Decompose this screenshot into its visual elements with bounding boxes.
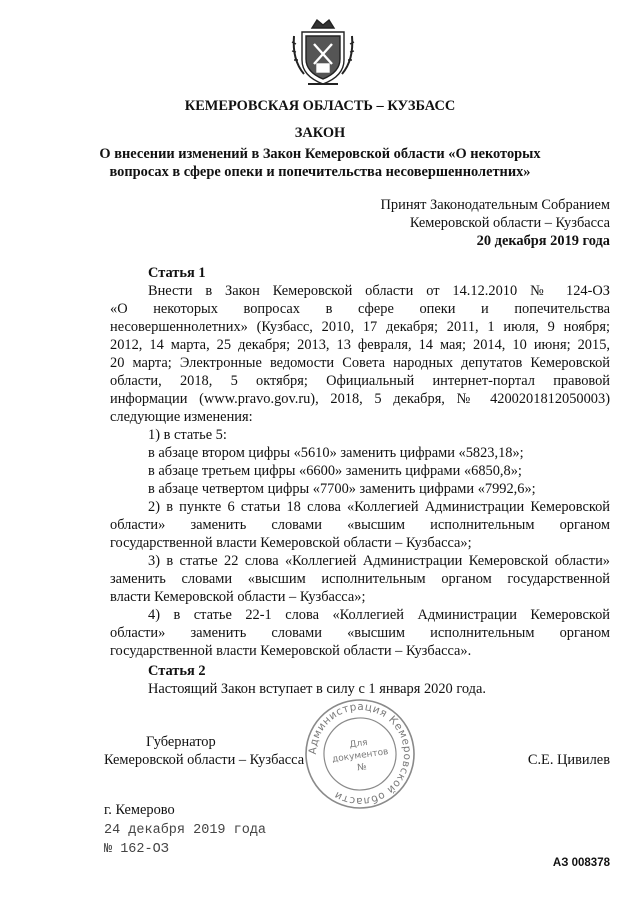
article-2-heading: Статья 2 xyxy=(148,663,206,679)
change-subitem: в абзаце третьем цифры «6600» заменить цифрами «6850,8»; xyxy=(148,463,522,479)
change-item-2: области» заменить словами «высшим исполнительным органом xyxy=(110,517,610,533)
signatory-title-line-2: Кемеровской области – Кузбасса xyxy=(104,752,305,768)
stamp-inner-line-2: документов xyxy=(331,747,390,765)
adoption-line-1: Принят Законодательным Собранием xyxy=(380,197,610,213)
change-item-4: государственной власти Кемеровской области – Кузбасса». xyxy=(110,643,472,659)
article-1-line: «О некоторых вопросах в сфере опеки и попечительства xyxy=(110,301,610,317)
official-seal-stamp xyxy=(300,694,420,814)
article-1-heading: Статья 1 xyxy=(148,265,206,281)
change-item-2: государственной власти Кемеровской области – Кузбасса»; xyxy=(110,535,472,551)
document-type: ЗАКОН xyxy=(294,125,346,141)
law-title-line-1: О внесении изменений в Закон Кемеровской области «О некоторых xyxy=(99,146,541,162)
change-item-1: 1) в статье 5: xyxy=(148,427,227,443)
signing-date: 24 декабря 2019 года xyxy=(104,823,267,838)
change-item-3: власти Кемеровской области – Кузбасса»; xyxy=(110,589,366,605)
article-1-line: области, 2018, 5 октября; Официальный интернет-портал правовой xyxy=(110,373,610,389)
article-1-line: несовершеннолетних» (Кузбасс, 2010, 17 декабря; 2011, 1 июля, 9 ноября; xyxy=(110,319,610,335)
form-serial-number: АЗ 008378 xyxy=(552,857,610,869)
law-number: № 162-ОЗ xyxy=(104,842,169,857)
signatory-title-line-1: Губернатор xyxy=(146,734,216,750)
signatory-name: С.Е. Цивилев xyxy=(527,752,610,768)
article-1-line: информации (www.pravo.gov.ru), 2018, 5 декабря, № 4200201812050003) xyxy=(110,391,610,407)
change-item-3: 3) в статье 22 слова «Коллегией Администрации Кемеровской области» xyxy=(148,553,610,569)
change-item-3: заменить словами «высшим исполнительным органом государственной xyxy=(110,571,610,587)
stamp-inner-line-3: № xyxy=(356,762,368,774)
change-subitem: в абзаце четвертом цифры «7700» заменить цифрами «7992,6»; xyxy=(148,481,536,497)
change-item-4: области» заменить словами «высшим исполнительным органом xyxy=(110,625,610,641)
article-2-text: Настоящий Закон вступает в силу с 1 января 2020 года. xyxy=(148,681,486,697)
adoption-line-2: Кемеровской области – Кузбасса xyxy=(409,215,610,231)
article-1-line: следующие изменения: xyxy=(110,409,253,425)
law-title-line-2: вопросах в сфере опеки и попечительства несовершеннолетних» xyxy=(109,164,531,180)
change-item-4: 4) в статье 22-1 слова «Коллегией Администрации Кемеровской xyxy=(148,607,610,623)
region-heading: КЕМЕРОВСКАЯ ОБЛАСТЬ – КУЗБАСС xyxy=(184,98,456,114)
adoption-date: 20 декабря 2019 года xyxy=(476,233,610,249)
stamp-inner-line-1: Для xyxy=(348,737,369,751)
coat-of-arms-emblem xyxy=(290,14,356,90)
change-item-2: 2) в пункте 6 статьи 18 слова «Коллегией Администрации Кемеровской xyxy=(148,499,610,515)
article-1-line: 2012, 14 марта, 25 декабря; 2013, 13 февраля, 14 мая; 2014, 10 июня; 2015, xyxy=(110,337,610,353)
article-1-line: 20 марта; Электронные ведомости Совета народных депутатов Кемеровской xyxy=(110,355,610,371)
change-subitem: в абзаце втором цифры «5610» заменить цифрами «5823,18»; xyxy=(148,445,524,461)
article-1-line: Внести в Закон Кемеровской области от 14.12.2010 № 124-ОЗ xyxy=(148,283,610,299)
city: г. Кемерово xyxy=(104,802,175,818)
stamp-ring-text: Администрация Кемеровской области xyxy=(306,700,414,808)
